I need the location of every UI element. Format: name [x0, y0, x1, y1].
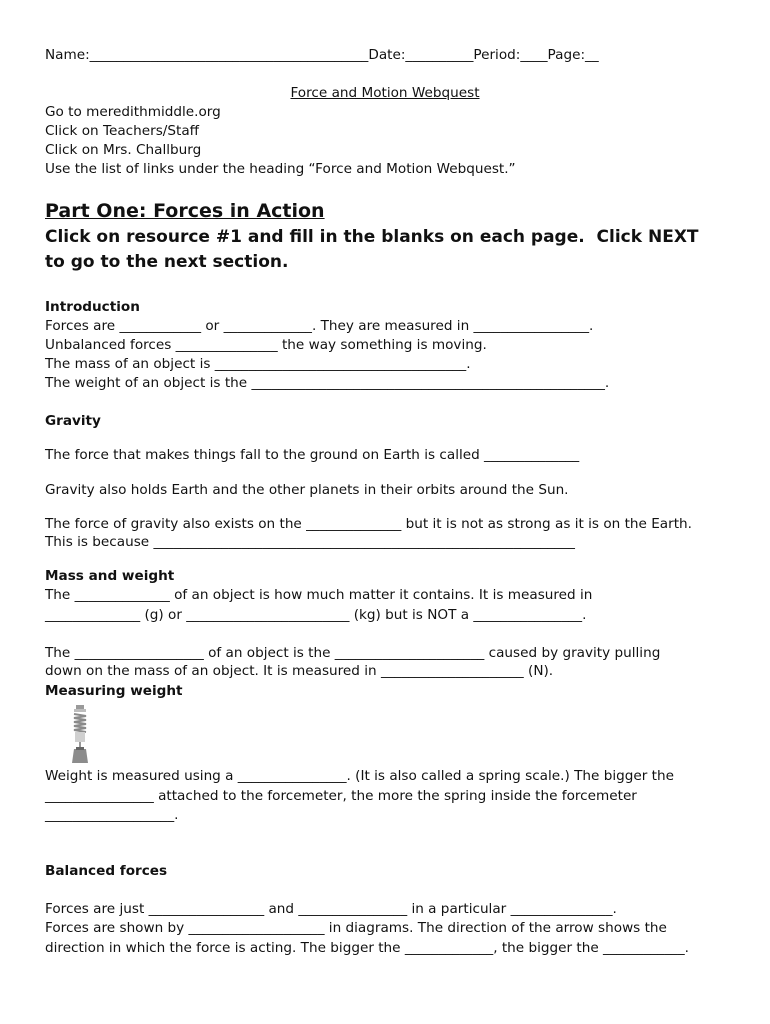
measuring-weight-heading: Measuring weight	[45, 683, 183, 699]
balanced-forces-line: direction in which the force is acting. The bigger the _____________, the bigger the ____________.	[45, 940, 689, 956]
introduction-line: The mass of an object is _____________________________________.	[45, 356, 471, 372]
introduction-line: Unbalanced forces _______________ the way something is moving.	[45, 337, 487, 353]
mass-weight-line: The ______________ of an object is how much matter it contains. It is measured in	[45, 587, 593, 603]
gravity-line: Gravity also holds Earth and the other planets in their orbits around the Sun.	[45, 482, 569, 498]
part-one-subheading-cont: to go to the next section.	[45, 252, 289, 272]
mass-weight-line: ______________ (g) or ________________________ (kg) but is NOT a ________________.	[45, 607, 587, 623]
balanced-forces-heading: Balanced forces	[45, 863, 168, 879]
gravity-line: This is because ______________________________________________________________	[45, 534, 575, 550]
measuring-weight-line: ___________________.	[45, 807, 179, 823]
balanced-forces-line: Forces are just _________________ and ________________ in a particular _______________.	[45, 901, 617, 917]
instruction-line: Go to meredithmiddle.org	[45, 104, 221, 120]
instruction-line: Use the list of links under the heading “Force and Motion Webquest.”	[45, 161, 516, 177]
worksheet-title: Force and Motion Webquest	[290, 85, 480, 101]
mass-weight-line: down on the mass of an object. It is measured in _____________________ (N).	[45, 663, 554, 679]
spring-scale-icon	[62, 705, 98, 765]
name-date-period-line: Name:_________________________________________Date:__________Period:____Page:__	[45, 47, 599, 63]
part-one-subheading: Click on resource #1 and fill in the blanks on each page. Click NEXT	[45, 227, 699, 247]
measuring-weight-line: Weight is measured using a ________________. (It is also called a spring scale.) The bigger the	[45, 768, 674, 784]
introduction-line: Forces are ____________ or _____________. They are measured in _________________.	[45, 318, 594, 334]
gravity-heading: Gravity	[45, 413, 101, 429]
introduction-line: The weight of an object is the ____________________________________________________.	[45, 375, 610, 391]
gravity-line: The force that makes things fall to the ground on Earth is called ______________	[45, 447, 580, 463]
balanced-forces-line: Forces are shown by ____________________ in diagrams. The direction of the arrow shows the	[45, 920, 667, 936]
measuring-weight-line: ________________ attached to the forcemeter, the more the spring inside the forcemeter	[45, 788, 637, 804]
mass-weight-heading: Mass and weight	[45, 568, 175, 584]
instruction-line: Click on Mrs. Challburg	[45, 142, 202, 158]
instruction-line: Click on Teachers/Staff	[45, 123, 200, 139]
part-one-heading: Part One: Forces in Action	[45, 200, 325, 222]
mass-weight-line: The ___________________ of an object is the ______________________ caused by gravity pulling	[45, 645, 661, 661]
gravity-line: The force of gravity also exists on the ______________ but it is not as strong as it is on the Earth.	[45, 516, 692, 532]
introduction-heading: Introduction	[45, 299, 140, 315]
